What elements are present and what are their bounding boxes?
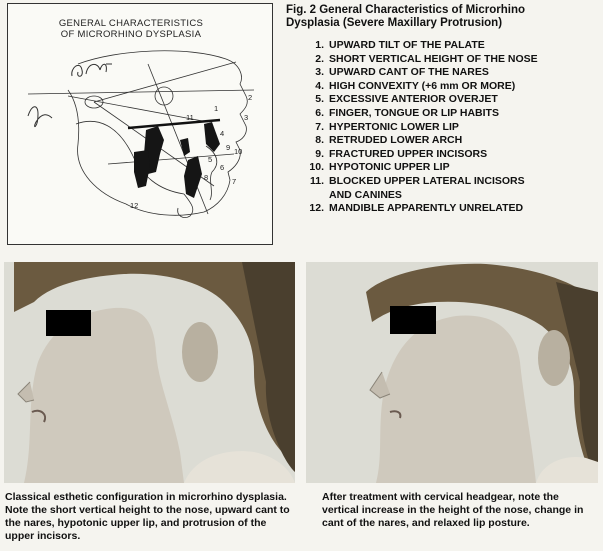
list-item: 4. HIGH CONVEXITY (+6 mm OR MORE) [315, 79, 516, 92]
tracing-label-4: 4 [220, 129, 225, 138]
cephalometric-tracing [7, 3, 273, 245]
caption-after: After treatment with cervical headgear, note the vertical increase in the height of the nose, change in cant of the nares, and relaxed lip posture. [322, 491, 584, 529]
list-item: 3. UPWARD CANT OF THE NARES [315, 66, 489, 79]
tracing-title-line1: GENERAL CHARACTERISTICS [58, 18, 204, 29]
characteristics-list [305, 39, 600, 216]
list-item: 6. FINGER, TONGUE OR LIP HABITS [315, 106, 499, 119]
ear [182, 322, 218, 382]
list-item: 10. HYPOTONIC UPPER LIP [309, 161, 450, 174]
list-item: 8. RETRUDED LOWER ARCH [315, 134, 463, 147]
tracing-label-11: 11 [186, 113, 194, 122]
tracing-title-line2: OF MICRORHINO DYSPLASIA [60, 29, 202, 40]
orbit-outline [155, 87, 173, 105]
photo-before-treatment [4, 262, 295, 483]
tracing-label-10: 10 [234, 147, 243, 156]
tracing-label-6: 6 [220, 163, 225, 172]
tracing-label-8: 8 [204, 173, 209, 182]
mandible-outline [68, 90, 126, 204]
list-item: 12. MANDIBLE APPARENTLY UNRELATED [309, 202, 524, 215]
list-item: 2. SHORT VERTICAL HEIGHT OF THE NOSE [315, 52, 538, 65]
frankfort-line [28, 90, 254, 94]
figure-title-line1: Fig. 2 General Characteristics of Microrhino [286, 4, 526, 16]
photo-before-drawing [4, 262, 295, 483]
tracing-label-9: 9 [226, 143, 231, 152]
list-item: 1. UPWARD TILT OF THE PALATE [315, 39, 485, 51]
list-item: 5. EXCESSIVE ANTERIOR OVERJET [315, 93, 498, 106]
figure-title-line2: Dysplasia (Severe Maxillary Protrusion) [286, 17, 503, 29]
caption-before: Classical esthetic configuration in microrhino dysplasia. Note the short vertical height to the nose, upward cant to the nares, hypotonic upper lip, and protrusion of the upper incisors. [5, 491, 290, 542]
tracing-label-12: 12 [130, 201, 139, 210]
tracing-scribble [28, 107, 52, 127]
photo-after-drawing [306, 262, 598, 483]
upper-incisor [204, 122, 220, 152]
tracing-label-7: 7 [232, 177, 237, 186]
redaction-box-left [46, 310, 91, 336]
list-item: 7. HYPERTONIC LOWER LIP [315, 120, 459, 133]
tracing-label-3: 3 [244, 113, 249, 122]
tracing-label-1: 1 [214, 104, 219, 113]
tracing-label-5: 5 [208, 155, 213, 164]
signature-scribble [72, 64, 112, 76]
tracing-drawing [8, 4, 272, 244]
ear [538, 330, 570, 386]
molar-lower [134, 150, 150, 188]
tracing-title [56, 18, 206, 40]
list-item-continuation: AND CANINES [329, 188, 402, 201]
tracing-label-2: 2 [248, 93, 253, 102]
sn-line [94, 62, 236, 102]
figure-title [286, 4, 598, 30]
redaction-box-right [390, 306, 436, 334]
list-item: 11. BLOCKED UPPER LATERAL INCISORS [309, 174, 525, 187]
photo-after-treatment [306, 262, 598, 483]
list-item: 9. FRACTURED UPPER INCISORS [315, 147, 488, 160]
